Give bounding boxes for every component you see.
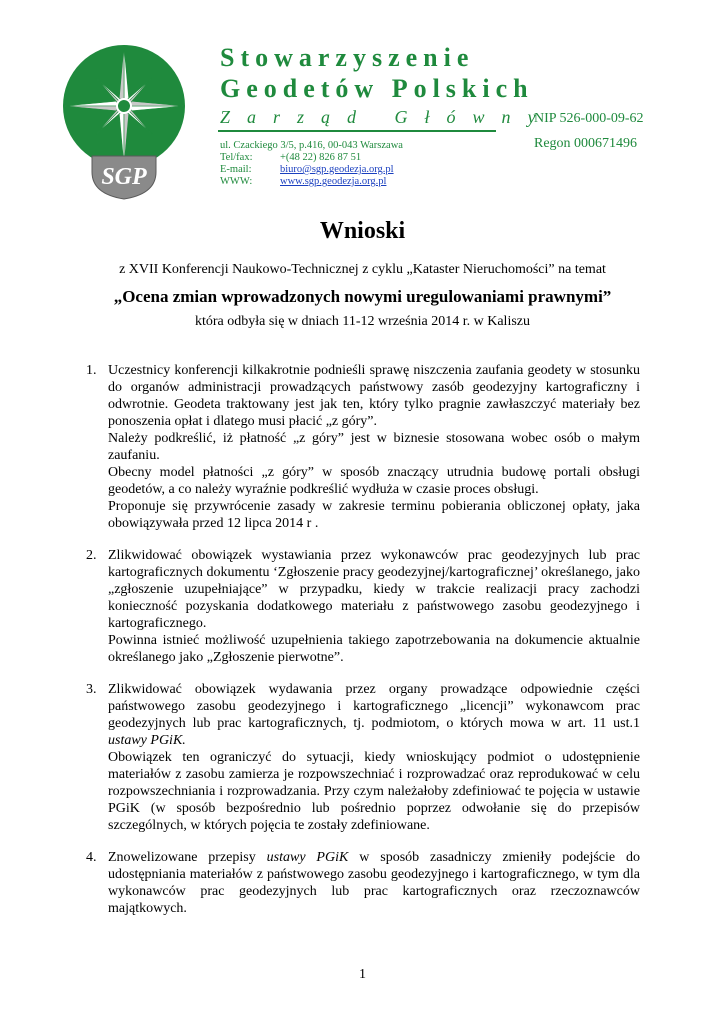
conference-date-place: która odbyła się w dniach 11-12 września 2014 r. w Kaliszu <box>194 314 530 329</box>
org-unit: Zarząd Główny <box>220 107 553 127</box>
registration-ids <box>534 106 644 156</box>
organization-name <box>220 42 534 104</box>
www-label: WWW: <box>220 176 253 187</box>
logo-text: SGP <box>101 164 147 190</box>
tel-label: Tel/fax: <box>220 152 253 163</box>
address: ul. Czackiego 3/5, p.416, 00-043 Warszawa <box>220 140 403 151</box>
item-paragraph: Proponuje się przywrócenie zasady w zakresie terminu pobierania obliczonej opłaty, jaka obowiązywała przed 12 lipca 2014 r . <box>108 499 640 531</box>
tel-value: +(48 22) 826 87 51 <box>280 152 362 163</box>
page-number: 1 <box>359 967 366 982</box>
item-number: 3. <box>86 682 97 697</box>
item-paragraph: Zlikwidować obowiązek wydawania przez organy prowadzące odpowiednie części państwowego zasobu geodezyjnego i kartograficznego „licencji” wykonawcom prac geodezyjnych lub prac kartograficznych, tj. podmiotom, o których mowa w art. 11 ust.1 ustawy PGiK. <box>108 682 640 748</box>
item-paragraph: Znowelizowane przepisy ustawy PGiK w sposób zasadniczy zmieniły podejście do udostępniania materiałów z państwowego zasobu geodezyjnego i kartograficznego, w tym dla wykonawców prac geodezyjnych lub prac kartograficznych oraz rzeczoznawców majątkowych. <box>108 850 641 916</box>
list-item <box>86 681 640 834</box>
org-name-line1: Stowarzyszenie <box>220 43 475 72</box>
conclusions-list <box>86 362 640 932</box>
org-name-line2: Geodetów Polskich <box>220 74 534 103</box>
contact-block <box>220 140 403 188</box>
document-title: Wnioski <box>319 218 406 244</box>
email-label: E-mail: <box>220 164 252 175</box>
item-paragraph: Uczestnicy konferencji kilkakrotnie podnieśli sprawę niszczenia zaufania geodety w stosunku do organów administracji prowadzących państwowy zasób geodezyjny kartograficzny i odwrotnie. Geodeta traktowany jest jak ten, który tylko pragnie zawłaszczyć materiały bez ponoszenia opłat i dlatego musi płacić „z góry”. <box>108 363 640 429</box>
conference-subject: „Ocena zmian wprowadzonych nowymi uregulowaniami prawnymi” <box>113 287 612 306</box>
intro-line: z XVII Konferencji Naukowo-Technicznej z cyklu „Kataster Nieruchomości” na temat <box>119 262 606 277</box>
item-paragraph: Obecny model płatności „z góry” w sposób znaczący utrudnia budowę portali obsługi geodetów, a co należy wyraźnie podkreślić wydłuża w czasie proces obsługi. <box>108 465 640 497</box>
email-link[interactable]: biuro@sgp.geodezja.org.pl <box>280 164 394 175</box>
regon-number: Regon 000671496 <box>534 136 638 151</box>
item-number: 1. <box>86 363 97 378</box>
list-item <box>86 849 640 917</box>
item-paragraph: Zlikwidować obowiązek wystawiania przez wykonawców prac geodezyjnych lub prac kartograficznych dokumentu ‘Zgłoszenie pracy geodezyjnej/kartograficznej’ określanego, jako „zgłoszenie uzupełniające” w przypadku, kiedy w trakcie realizacji pracy zachodzi konieczność pozyskania dodatkowego materiału z państwowego zasobu geodezyjnego i kartograficznego. <box>108 548 640 631</box>
www-link[interactable]: www.sgp.geodezja.org.pl <box>280 176 387 187</box>
header-divider <box>218 130 496 132</box>
item-number: 4. <box>86 850 97 865</box>
nip-number: NIP 526-000-09-62 <box>534 111 644 126</box>
item-number: 2. <box>86 548 97 563</box>
list-item <box>86 362 640 532</box>
item-paragraph: Powinna istnieć możliwość uzupełnienia takiego zapotrzebowania na dokumencie aktualnie określanego jako „Zgłoszenie pierwotne”. <box>108 633 640 665</box>
item-paragraph: Obowiązek ten ograniczyć do sytuacji, kiedy wnioskujący podmiot o udostępnienie materiałów z zasobu zamierza je rozpowszechniać i rozprowadzać oraz reprodukować w celu rozpowszechniania i rozprowadzania. Przy czym należałoby zdefiniować te pojęcia w ustawie PGiK (w sposób bezpośrednio lub pośrednio poprzez odwołanie się do przepisów szczególnych, w których pojęcia te zostały zdefiniowane. <box>108 750 640 833</box>
sgp-logo <box>62 44 187 200</box>
list-item <box>86 547 640 666</box>
item-paragraph: Należy podkreślić, iż płatność „z góry” jest w biznesie stosowana wobec osób o małym zaufaniu. <box>108 431 640 463</box>
